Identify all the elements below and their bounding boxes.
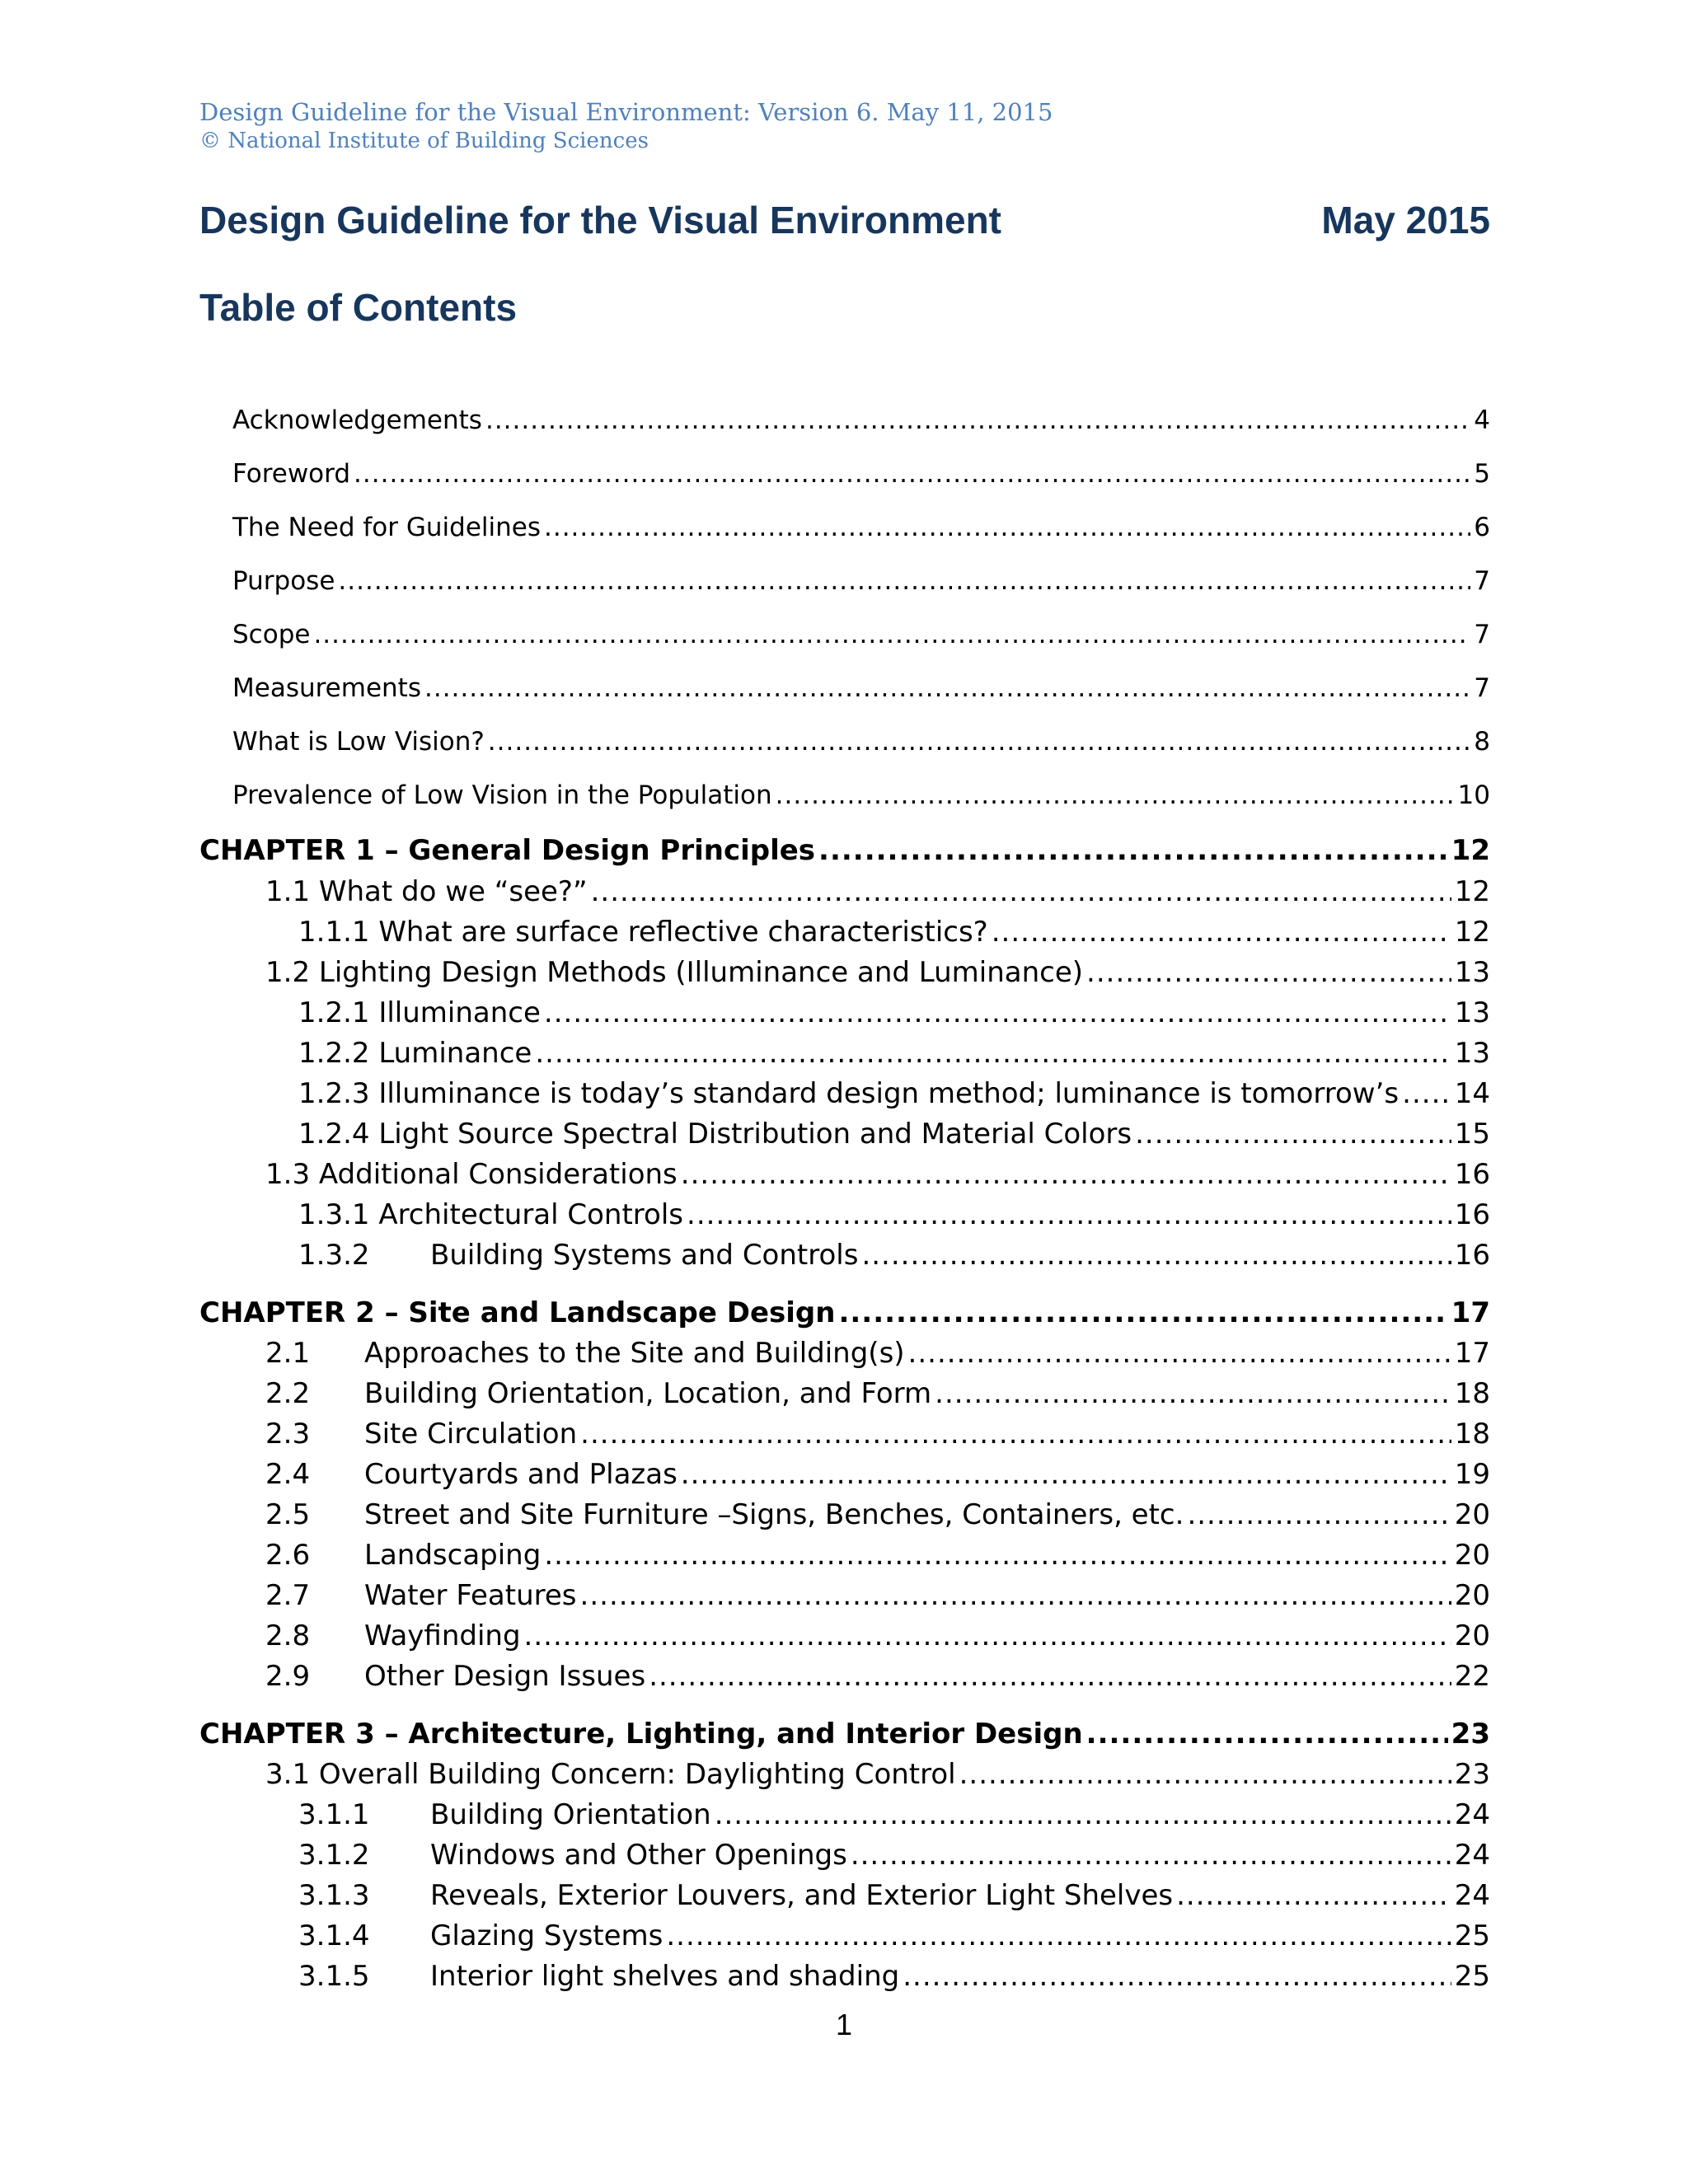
dot-leader (313, 620, 1470, 649)
toc-entry-2-9[interactable] (265, 1660, 1490, 1696)
toc-entry-1-1[interactable] (265, 875, 1490, 912)
toc-chapter-1[interactable] (199, 834, 1490, 870)
toc-entry-2-2[interactable] (265, 1377, 1490, 1413)
toc-entry-page: 20 (1454, 1539, 1490, 1572)
toc-entry-1-8[interactable] (265, 1158, 1490, 1194)
toc-entry-page: 23 (1451, 1718, 1490, 1750)
toc-entry-page: 13 (1454, 956, 1490, 989)
toc-entry-number: 2.1 (265, 1337, 311, 1370)
dot-leader (485, 405, 1470, 435)
toc-entry-number: 2.5 (265, 1498, 311, 1531)
title-date: May 2015 (1321, 199, 1490, 241)
toc-entry-3-4[interactable] (298, 1879, 1490, 1915)
dot-leader (535, 1037, 1451, 1070)
dot-leader (424, 673, 1470, 703)
toc-entry-label: Reveals, Exterior Louvers, and Exterior Light Shelves (430, 1879, 1174, 1912)
toc-entry-label: Street and Site Furniture –Signs, Benches, Containers, etc. (364, 1498, 1184, 1531)
toc-entry-label: Glazing Systems (430, 1919, 663, 1952)
toc-entry-label: Landscaping (364, 1539, 542, 1572)
toc-entry-number: 3.1.4 (298, 1919, 370, 1952)
toc-entry-label: Prevalence of Low Vision in the Population (232, 780, 772, 810)
toc-entry-label: Foreword (232, 459, 351, 489)
toc-entry-number: 2.6 (265, 1539, 311, 1572)
toc-entry-2-4[interactable] (265, 1458, 1490, 1494)
dot-leader (715, 1798, 1451, 1831)
toc-entry-1-9[interactable] (298, 1198, 1490, 1235)
toc-entry-2-3[interactable] (265, 1418, 1490, 1454)
toc-entry-label: 1.2 Lighting Design Methods (Illuminance and Luminance) (265, 956, 1084, 989)
toc-entry-page: 20 (1454, 1498, 1490, 1531)
toc-entry-page: 12 (1454, 875, 1490, 908)
toc-entry-page: 8 (1474, 727, 1490, 757)
document-title (199, 198, 1490, 247)
dot-leader (681, 1458, 1451, 1491)
toc-entry-label: Site Circulation (364, 1418, 578, 1451)
toc-entry-label: Windows and Other Openings (430, 1839, 847, 1872)
dot-leader (776, 780, 1455, 810)
toc-entry-1-5[interactable] (298, 1037, 1490, 1073)
toc-front-7[interactable] (232, 727, 1490, 760)
toc-entry-1-10[interactable] (298, 1239, 1490, 1275)
dot-leader (1135, 1118, 1451, 1151)
toc-entry-page: 12 (1451, 834, 1490, 867)
toc-entry-number: 2.9 (265, 1660, 311, 1693)
dot-leader (580, 1579, 1451, 1612)
toc-front-2[interactable] (232, 459, 1490, 492)
page-number: 1 (835, 2008, 853, 2041)
toc-entry-page: 6 (1474, 513, 1490, 542)
toc-front-8[interactable] (232, 780, 1490, 813)
toc-entry-1-2[interactable] (298, 916, 1490, 952)
dot-leader (861, 1239, 1451, 1272)
toc-entry-page: 4 (1474, 405, 1490, 435)
toc-entry-label: 1.1 What do we “see?” (265, 875, 588, 908)
toc-entry-page: 16 (1454, 1198, 1490, 1231)
dot-leader (1086, 956, 1451, 989)
toc-entry-page: 17 (1454, 1337, 1490, 1370)
toc-entry-number: 2.7 (265, 1579, 311, 1612)
toc-entry-page: 17 (1451, 1296, 1490, 1329)
dot-leader (851, 1839, 1451, 1872)
dot-leader (544, 996, 1451, 1029)
toc-entry-2-1[interactable] (265, 1337, 1490, 1373)
title-text: Design Guideline for the Visual Environment (199, 199, 1001, 241)
dot-leader (544, 513, 1470, 542)
dot-leader (992, 916, 1451, 949)
dot-leader (1176, 1879, 1451, 1912)
toc-entry-label: CHAPTER 1 – General Design Principles (199, 834, 816, 867)
toc-front-6[interactable] (232, 673, 1490, 706)
toc-entry-number: 3.1.3 (298, 1879, 370, 1912)
toc-entry-2-6[interactable] (265, 1539, 1490, 1575)
toc-entry-1-4[interactable] (298, 996, 1490, 1033)
dot-leader (959, 1758, 1451, 1791)
toc-entry-number: 3.1.5 (298, 1960, 370, 1993)
dot-leader (1402, 1077, 1451, 1110)
toc-entry-label: Building Systems and Controls (430, 1239, 859, 1272)
header-note (199, 97, 1053, 155)
toc-entry-page: 10 (1457, 780, 1490, 810)
toc-entry-page: 22 (1454, 1660, 1490, 1693)
dot-leader (1187, 1498, 1451, 1531)
toc-entry-2-8[interactable] (265, 1619, 1490, 1656)
toc-entry-page: 16 (1454, 1158, 1490, 1191)
toc-entry-page: 13 (1454, 1037, 1490, 1070)
toc-entry-1-6[interactable] (298, 1077, 1490, 1113)
toc-entry-3-3[interactable] (298, 1839, 1490, 1875)
toc-entry-label: CHAPTER 3 – Architecture, Lighting, and Interior Design (199, 1718, 1083, 1750)
dot-leader (935, 1377, 1451, 1410)
dot-leader (908, 1337, 1451, 1370)
toc-entry-page: 5 (1474, 459, 1490, 489)
toc-entry-2-7[interactable] (265, 1579, 1490, 1615)
toc-entry-page: 14 (1454, 1077, 1490, 1110)
toc-entry-label: Water Features (364, 1579, 577, 1612)
toc-entry-page: 12 (1454, 916, 1490, 949)
toc-entry-number: 2.2 (265, 1377, 311, 1410)
toc-entry-label: 1.2.3 Illuminance is today’s standard design method; luminance is tomorrow’s (298, 1077, 1400, 1110)
toc-entry-label: 1.2.1 Illuminance (298, 996, 541, 1029)
dot-leader (488, 727, 1470, 757)
dot-leader (649, 1660, 1451, 1693)
version-line: Design Guideline for the Visual Environment: Version 6. May 11, 2015 (199, 98, 1053, 126)
toc-entry-page: 20 (1454, 1619, 1490, 1652)
toc-entry-3-6[interactable] (298, 1960, 1490, 1996)
toc-entry-label: 1.2.2 Luminance (298, 1037, 532, 1070)
toc-front-4[interactable] (232, 566, 1490, 599)
toc-chapter-3[interactable] (199, 1718, 1490, 1754)
toc-entry-page: 15 (1454, 1118, 1490, 1151)
toc-entry-page: 7 (1474, 620, 1490, 649)
toc-entry-label: Courtyards and Plazas (364, 1458, 678, 1491)
toc-entry-page: 24 (1454, 1839, 1490, 1872)
toc-entry-label: Approaches to the Site and Building(s) (364, 1337, 905, 1370)
dot-leader (681, 1158, 1451, 1191)
toc-entry-label: Acknowledgements (232, 405, 482, 435)
toc-entry-page: 13 (1454, 996, 1490, 1029)
toc-entry-page: 25 (1454, 1919, 1490, 1952)
toc-entry-page: 18 (1454, 1418, 1490, 1451)
dot-leader (903, 1960, 1451, 1993)
toc-entry-label: What is Low Vision? (232, 727, 485, 757)
toc-entry-number: 1.3.2 (298, 1239, 370, 1272)
toc-entry-page: 18 (1454, 1377, 1490, 1410)
toc-entry-3-2[interactable] (298, 1798, 1490, 1835)
dot-leader (591, 875, 1451, 908)
dot-leader (354, 459, 1470, 489)
dot-leader (1086, 1718, 1448, 1750)
dot-leader (338, 566, 1470, 596)
toc-entry-label: Purpose (232, 566, 335, 596)
toc-entry-3-5[interactable] (298, 1919, 1490, 1956)
toc-entry-label: Measurements (232, 673, 421, 703)
dot-leader (544, 1539, 1451, 1572)
toc-entry-label: 1.2.4 Light Source Spectral Distribution and Material Colors (298, 1118, 1132, 1151)
toc-entry-number: 3.1.1 (298, 1798, 370, 1831)
toc-entry-page: 16 (1454, 1239, 1490, 1272)
toc-entry-page: 7 (1474, 566, 1490, 596)
toc-entry-page: 23 (1454, 1758, 1490, 1791)
dot-leader (818, 834, 1448, 867)
toc-entry-page: 7 (1474, 673, 1490, 703)
toc-entry-label: Wayfinding (364, 1619, 521, 1652)
toc-entry-1-3[interactable] (265, 956, 1490, 992)
dot-leader (666, 1919, 1451, 1952)
toc-entry-label: CHAPTER 2 – Site and Landscape Design (199, 1296, 836, 1329)
toc-front-3[interactable] (232, 513, 1490, 546)
toc-entry-page: 24 (1454, 1798, 1490, 1831)
toc-entry-label: 1.1.1 What are surface reflective characteristics? (298, 916, 988, 949)
toc-entry-label: The Need for Guidelines (232, 513, 541, 542)
toc-entry-label: Scope (232, 620, 311, 649)
toc-entry-number: 2.8 (265, 1619, 311, 1652)
toc-front-1[interactable] (232, 405, 1490, 438)
toc-entry-label: 1.3 Additional Considerations (265, 1158, 678, 1191)
toc-entry-label: Other Design Issues (364, 1660, 646, 1693)
dot-leader (524, 1619, 1451, 1652)
toc-entry-page: 24 (1454, 1879, 1490, 1912)
toc-entry-number: 2.3 (265, 1418, 311, 1451)
copyright-line: © National Institute of Building Sciences (199, 129, 649, 153)
dot-leader (580, 1418, 1451, 1451)
toc-entry-number: 2.4 (265, 1458, 311, 1491)
toc-front-5[interactable] (232, 620, 1490, 653)
toc-entry-label: Interior light shelves and shading (430, 1960, 900, 1993)
dot-leader (687, 1198, 1451, 1231)
toc-entry-label: Building Orientation (430, 1798, 711, 1831)
toc-entry-number: 3.1.2 (298, 1839, 370, 1872)
toc-entry-page: 25 (1454, 1960, 1490, 1993)
toc-entry-label: Building Orientation, Location, and Form (364, 1377, 932, 1410)
toc-entry-page: 19 (1454, 1458, 1490, 1491)
toc-entry-page: 20 (1454, 1579, 1490, 1612)
toc-entry-label: 3.1 Overall Building Concern: Daylighting Control (265, 1758, 956, 1791)
dot-leader (838, 1296, 1447, 1329)
toc-heading: Table of Contents (199, 286, 518, 329)
toc-chapter-2[interactable] (199, 1296, 1490, 1333)
toc-entry-3-1[interactable] (265, 1758, 1490, 1794)
toc-entry-2-5[interactable] (265, 1498, 1490, 1535)
toc-entry-1-7[interactable] (298, 1118, 1490, 1154)
toc-entry-label: 1.3.1 Architectural Controls (298, 1198, 684, 1231)
